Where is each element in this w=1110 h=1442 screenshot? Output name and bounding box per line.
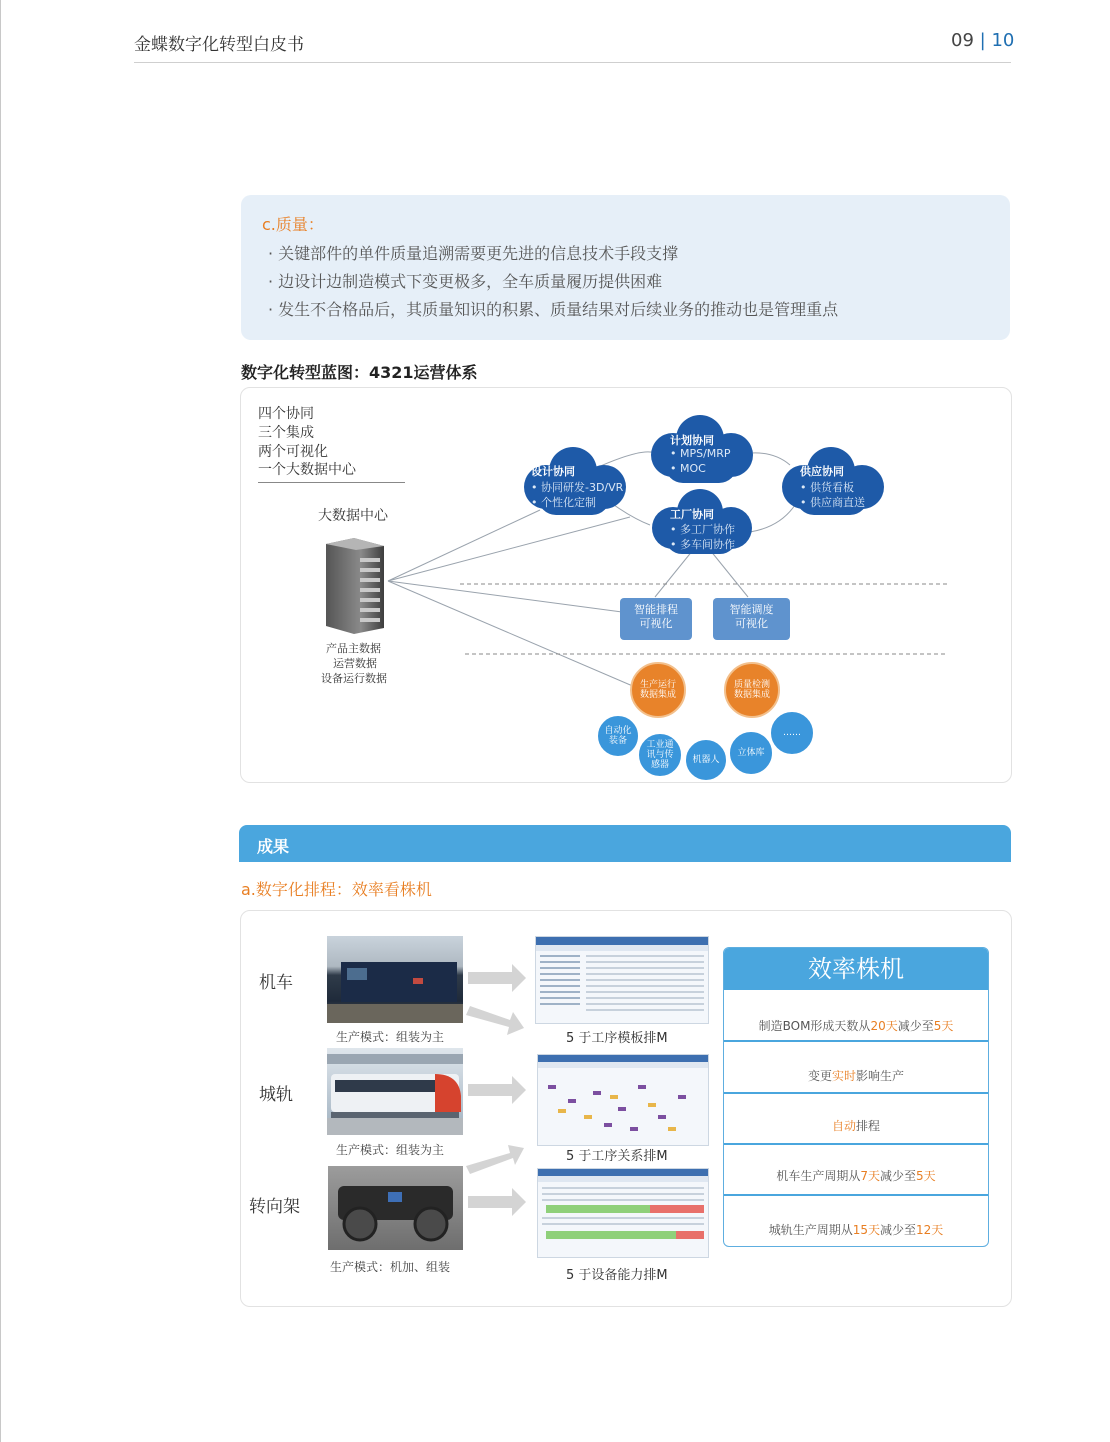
header-rule	[134, 62, 1011, 63]
cloud-title: 计划协同	[670, 434, 714, 447]
page-separator: |	[979, 30, 986, 51]
cloud-plan	[645, 411, 757, 487]
quality-title: c.质量：	[262, 215, 324, 234]
circle-line: 感器	[650, 760, 669, 770]
row-caption: 生产模式：组装为主	[336, 1030, 445, 1044]
cloud-item: • 多车间协作	[670, 538, 735, 551]
blueprint-list-item: 一个大数据中心	[258, 462, 356, 478]
flow-arrows	[466, 960, 530, 1220]
eff-text: 影响生产	[856, 1069, 905, 1083]
cloud-item: • 供货看板	[800, 481, 854, 494]
cloud-item: • MOC	[670, 462, 706, 475]
eff-text: 城轨生产周期从	[768, 1223, 853, 1237]
efficiency-row-locomotive	[724, 1167, 988, 1184]
quality-item: · 发生不合格品后，其质量知识的积累、质量结果对后续业务的推动也是管理重点	[268, 300, 839, 319]
box-line: 智能排程	[634, 603, 678, 616]
eff-highlight: 15天	[852, 1223, 880, 1237]
cloud-item: • 供应商直送	[800, 496, 865, 509]
screenshot-caption: 5 于工序关系排M	[566, 1149, 668, 1164]
eff-highlight: 5天	[933, 1019, 954, 1033]
cloud-title: 设计协同	[531, 465, 575, 478]
quality-item: · 边设计边制造模式下变更极多，全车质量履历提供困难	[268, 272, 663, 291]
efficiency-row-change	[724, 1067, 988, 1084]
page-right: 10	[991, 30, 1015, 51]
row-label-locomotive: 机车	[259, 973, 293, 993]
row-caption: 生产模式：组装为主	[336, 1143, 445, 1157]
cloud-item: • 个性化定制	[531, 496, 596, 509]
page-edge	[0, 0, 1, 1442]
circle-automation	[596, 714, 640, 758]
circle-line: 讯与传	[646, 750, 674, 760]
cloud-item: • 协同研发-3D/VR	[531, 481, 624, 494]
cloud-item: • 多工厂协作	[670, 523, 735, 536]
circle-line: 立体库	[737, 748, 765, 758]
efficiency-title: 效率株机	[724, 948, 988, 990]
circle-warehouse	[728, 730, 774, 776]
efficiency-row-bom	[724, 1017, 988, 1034]
circle-more	[769, 710, 815, 756]
eff-text: 制造BOM形成天数从	[758, 1019, 871, 1033]
efficiency-divider	[724, 1092, 988, 1094]
cloud-item: • MPS/MRP	[670, 447, 731, 460]
cloud-design	[518, 443, 630, 519]
circle-sensors	[637, 732, 683, 778]
process-relation-screenshot	[537, 1054, 709, 1146]
blueprint-list-item: 四个协同	[258, 406, 314, 422]
efficiency-divider	[724, 1040, 988, 1042]
server-icon	[324, 536, 386, 634]
eff-highlight: 20天	[870, 1019, 898, 1033]
eff-highlight: 12天	[916, 1223, 944, 1237]
blueprint-title: 数字化转型蓝图：4321运营体系	[241, 363, 478, 382]
server-label: 产品主数据	[326, 642, 381, 655]
bigdata-label: 大数据中心	[318, 508, 388, 524]
circle-robot	[684, 738, 728, 782]
screenshot-caption: 5 于工序模板排M	[566, 1031, 668, 1046]
server-label: 运营数据	[333, 657, 377, 670]
document-title: 金蝶数字化转型白皮书	[134, 35, 304, 55]
box-smart-schedule	[620, 598, 692, 640]
page-left: 09	[951, 30, 974, 51]
box-line: 可视化	[735, 617, 768, 630]
box-line: 可视化	[639, 617, 673, 630]
page-numbers	[951, 30, 1014, 51]
screenshot-caption: 5 于设备能力排M	[566, 1268, 668, 1283]
row-label-metro: 城轨	[259, 1085, 293, 1105]
locomotive-photo	[327, 936, 463, 1023]
results-subtitle: a.数字化排程：效率看株机	[241, 880, 432, 899]
bogie-photo	[328, 1166, 463, 1250]
template-schedule-screenshot	[535, 936, 709, 1024]
metro-photo	[327, 1048, 463, 1135]
cloud-title: 供应协同	[800, 465, 844, 478]
circle-line: 工业通	[646, 740, 674, 750]
circle-quality-data	[724, 662, 780, 718]
eff-text: 排程	[856, 1119, 881, 1133]
circle-line: 自动化	[604, 726, 632, 736]
efficiency-row-metro	[724, 1221, 988, 1238]
cloud-supply	[776, 443, 888, 519]
circle-line: ……	[783, 728, 801, 738]
efficiency-row-auto	[724, 1117, 988, 1134]
results-bar	[239, 825, 1011, 862]
circle-line: 机器人	[692, 755, 720, 765]
circle-production-data	[630, 662, 686, 718]
circle-line: 生产运行	[639, 680, 676, 690]
results-title: 成果	[257, 837, 290, 856]
quality-item: · 关键部件的单件质量追溯需要更先进的信息技术手段支撑	[268, 244, 679, 263]
cloud-factory	[645, 486, 757, 558]
circle-line: 质量检测	[733, 680, 770, 690]
efficiency-divider	[724, 1143, 988, 1145]
box-line: 智能调度	[729, 603, 774, 616]
eff-highlight: 实时	[831, 1069, 856, 1083]
efficiency-divider	[724, 1194, 988, 1196]
circle-line: 数据集成	[639, 690, 676, 700]
eff-text: 减少至	[880, 1223, 917, 1237]
box-smart-dispatch	[713, 598, 790, 640]
blueprint-list-item: 两个可视化	[258, 444, 328, 460]
row-label-bogie: 转向架	[249, 1197, 300, 1217]
eff-text: 机车生产周期从	[776, 1169, 861, 1183]
efficiency-box	[723, 947, 989, 1247]
eff-highlight: 7天	[860, 1169, 880, 1183]
eff-highlight: 自动	[831, 1119, 856, 1133]
eff-highlight: 5天	[916, 1169, 936, 1183]
cloud-title: 工厂协同	[670, 508, 714, 521]
equipment-capacity-screenshot	[537, 1168, 709, 1258]
row-caption: 生产模式：机加、组装	[330, 1260, 451, 1274]
server-label: 设备运行数据	[321, 672, 387, 685]
circle-line: 装备	[608, 736, 627, 746]
eff-text: 变更	[807, 1069, 832, 1083]
circle-line: 数据集成	[733, 690, 770, 700]
blueprint-list-item: 三个集成	[258, 425, 314, 441]
eff-text: 减少至	[880, 1169, 917, 1183]
eff-text: 减少至	[897, 1019, 934, 1033]
